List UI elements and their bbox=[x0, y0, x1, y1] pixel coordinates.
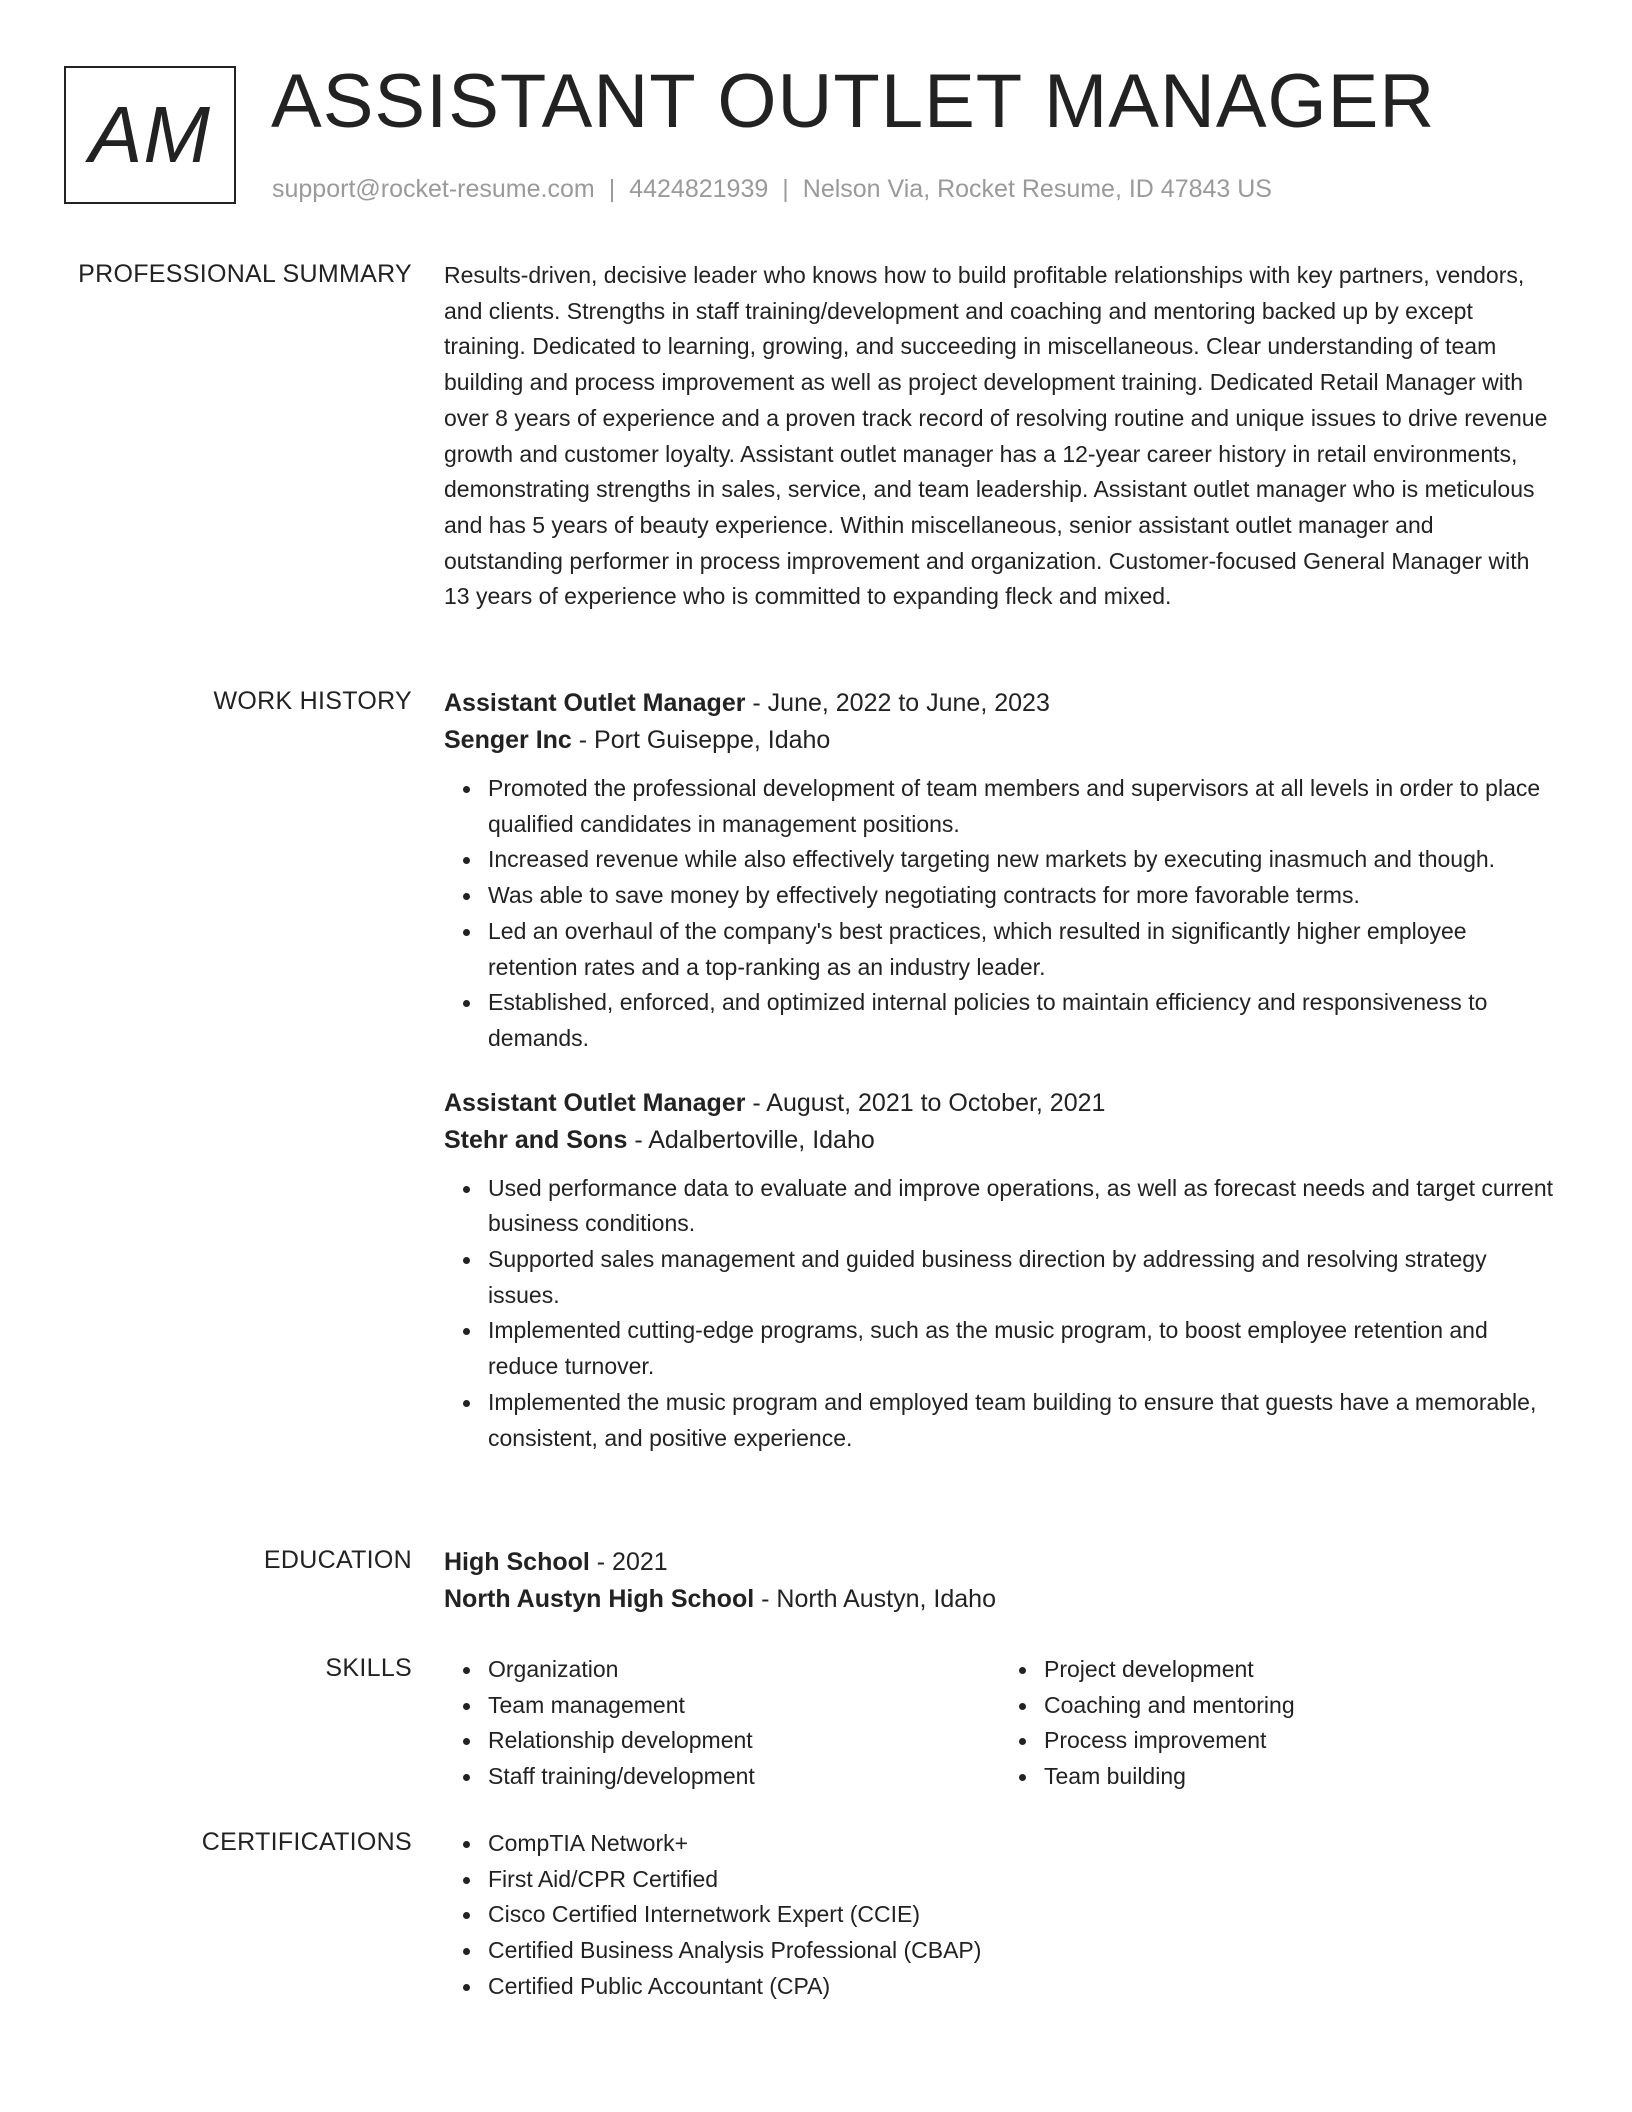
certification-item: Certified Business Analysis Professional (CBAP) bbox=[488, 1933, 1556, 1969]
certifications-list bbox=[444, 1826, 1556, 2005]
job-bullet: Established, enforced, and optimized internal policies to maintain efficiency and responsiveness to demands. bbox=[488, 985, 1556, 1056]
certification-item: Certified Public Accountant (CPA) bbox=[488, 1969, 1556, 2005]
skill-item: Process improvement bbox=[1044, 1723, 1556, 1759]
job-bullet: Implemented cutting-edge programs, such as the music program, to boost employee retention and reduce turnover. bbox=[488, 1313, 1556, 1384]
job-bullet: Was able to save money by effectively negotiating contracts for more favorable terms. bbox=[488, 878, 1556, 914]
skill-item: Staff training/development bbox=[488, 1759, 1000, 1795]
job-entry bbox=[444, 1085, 1556, 1457]
contact-separator: | bbox=[608, 175, 616, 203]
section-label-work: WORK HISTORY bbox=[213, 687, 412, 715]
job-company-line bbox=[444, 722, 1556, 759]
monogram-box bbox=[64, 66, 236, 204]
job-title: Assistant Outlet Manager bbox=[444, 689, 746, 717]
contact-line bbox=[272, 174, 1272, 204]
education-degree: High School bbox=[444, 1548, 590, 1576]
education-school-line bbox=[444, 1581, 1556, 1618]
summary-body bbox=[444, 258, 1556, 615]
skills-grid bbox=[444, 1652, 1556, 1795]
skill-item: Coaching and mentoring bbox=[1044, 1688, 1556, 1724]
job-location: - Adalbertoville, Idaho bbox=[627, 1125, 875, 1154]
section-label-certifications: CERTIFICATIONS bbox=[201, 1828, 412, 1856]
contact-separator: | bbox=[782, 175, 789, 203]
skills-column-left bbox=[444, 1652, 1000, 1795]
job-location: - Port Guiseppe, Idaho bbox=[571, 726, 831, 754]
job-bullets bbox=[444, 771, 1556, 1057]
certification-item: Cisco Certified Internetwork Expert (CCIE) bbox=[488, 1897, 1556, 1933]
section-label-skills: SKILLS bbox=[325, 1654, 412, 1682]
job-company: Stehr and Sons bbox=[444, 1125, 628, 1154]
skill-item: Team management bbox=[488, 1688, 1000, 1724]
skill-item: Team building bbox=[1044, 1759, 1556, 1795]
contact-address: Nelson Via, Rocket Resume, ID 47843 US bbox=[802, 175, 1272, 203]
education-location: - North Austyn, Idaho bbox=[754, 1585, 996, 1613]
certifications-list-wrap bbox=[444, 1826, 1556, 2005]
page-title: ASSISTANT OUTLET MANAGER bbox=[271, 59, 1436, 144]
job-title: Assistant Outlet Manager bbox=[444, 1088, 746, 1117]
section-label-education: EDUCATION bbox=[263, 1546, 412, 1574]
monogram-initials: AM bbox=[89, 90, 211, 179]
job-company: Senger Inc bbox=[444, 726, 572, 754]
job-title-line bbox=[444, 685, 1556, 722]
skill-item: Organization bbox=[488, 1652, 1000, 1688]
education-year: - 2021 bbox=[589, 1548, 668, 1576]
contact-phone: 4424821939 bbox=[629, 175, 769, 203]
work-history-list bbox=[444, 685, 1556, 1456]
job-bullets bbox=[444, 1171, 1556, 1457]
contact-email: support@rocket-resume.com bbox=[272, 175, 595, 203]
job-bullet: Supported sales management and guided business direction by addressing and resolving strategy issues. bbox=[488, 1242, 1556, 1313]
job-bullet: Increased revenue while also effectively targeting new markets by executing inasmuch and though. bbox=[488, 842, 1556, 878]
education-school: North Austyn High School bbox=[444, 1585, 755, 1613]
job-bullet: Led an overhaul of the company's best practices, which resulted in significantly higher employee retention rates and a top-ranking as an industry leader. bbox=[488, 914, 1556, 985]
job-dates: - August, 2021 to October, 2021 bbox=[745, 1088, 1106, 1117]
skills-column-right bbox=[1000, 1652, 1556, 1795]
job-title-line bbox=[444, 1085, 1556, 1122]
summary-text: Results-driven, decisive leader who knows how to build profitable relationships with key partners, vendors, and clients. Strengths in staff training/development and coaching and mentoring backed up by except training. Dedicated to learning, growing, and succeeding in miscellaneous. Clear understanding of team building and process improvement as well as project development training. Dedicated Retail Manager with over 8 years of experience and a proven track record of resolving routine and unique issues to drive revenue growth and customer loyalty. Assistant outlet manager has a 12-year career history in retail environments, demonstrating strengths in sales, service, and team leadership. Assistant outlet manager who is meticulous and has 5 years of beauty experience. Within miscellaneous, senior assistant outlet manager and outstanding performer in process improvement and organization. Customer-focused General Manager with 13 years of experience who is committed to expanding fleck and mixed. bbox=[444, 262, 1548, 610]
job-entry bbox=[444, 685, 1556, 1057]
job-dates: - June, 2022 to June, 2023 bbox=[745, 689, 1050, 717]
job-company-line bbox=[444, 1122, 1556, 1159]
job-bullet: Promoted the professional development of team members and supervisors at all levels in order to place qualified candidates in management positions. bbox=[488, 771, 1556, 842]
certification-item: First Aid/CPR Certified bbox=[488, 1862, 1556, 1898]
certification-item: CompTIA Network+ bbox=[488, 1826, 1556, 1862]
job-bullet: Used performance data to evaluate and improve operations, as well as forecast needs and target current business conditions. bbox=[488, 1171, 1556, 1242]
job-bullet: Implemented the music program and employed team building to ensure that guests have a memorable, consistent, and positive experience. bbox=[488, 1385, 1556, 1456]
skill-item: Relationship development bbox=[488, 1723, 1000, 1759]
skill-item: Project development bbox=[1044, 1652, 1556, 1688]
section-label-summary: PROFESSIONAL SUMMARY bbox=[78, 260, 412, 288]
education-degree-line bbox=[444, 1544, 1556, 1581]
education-entry bbox=[444, 1544, 1556, 1618]
